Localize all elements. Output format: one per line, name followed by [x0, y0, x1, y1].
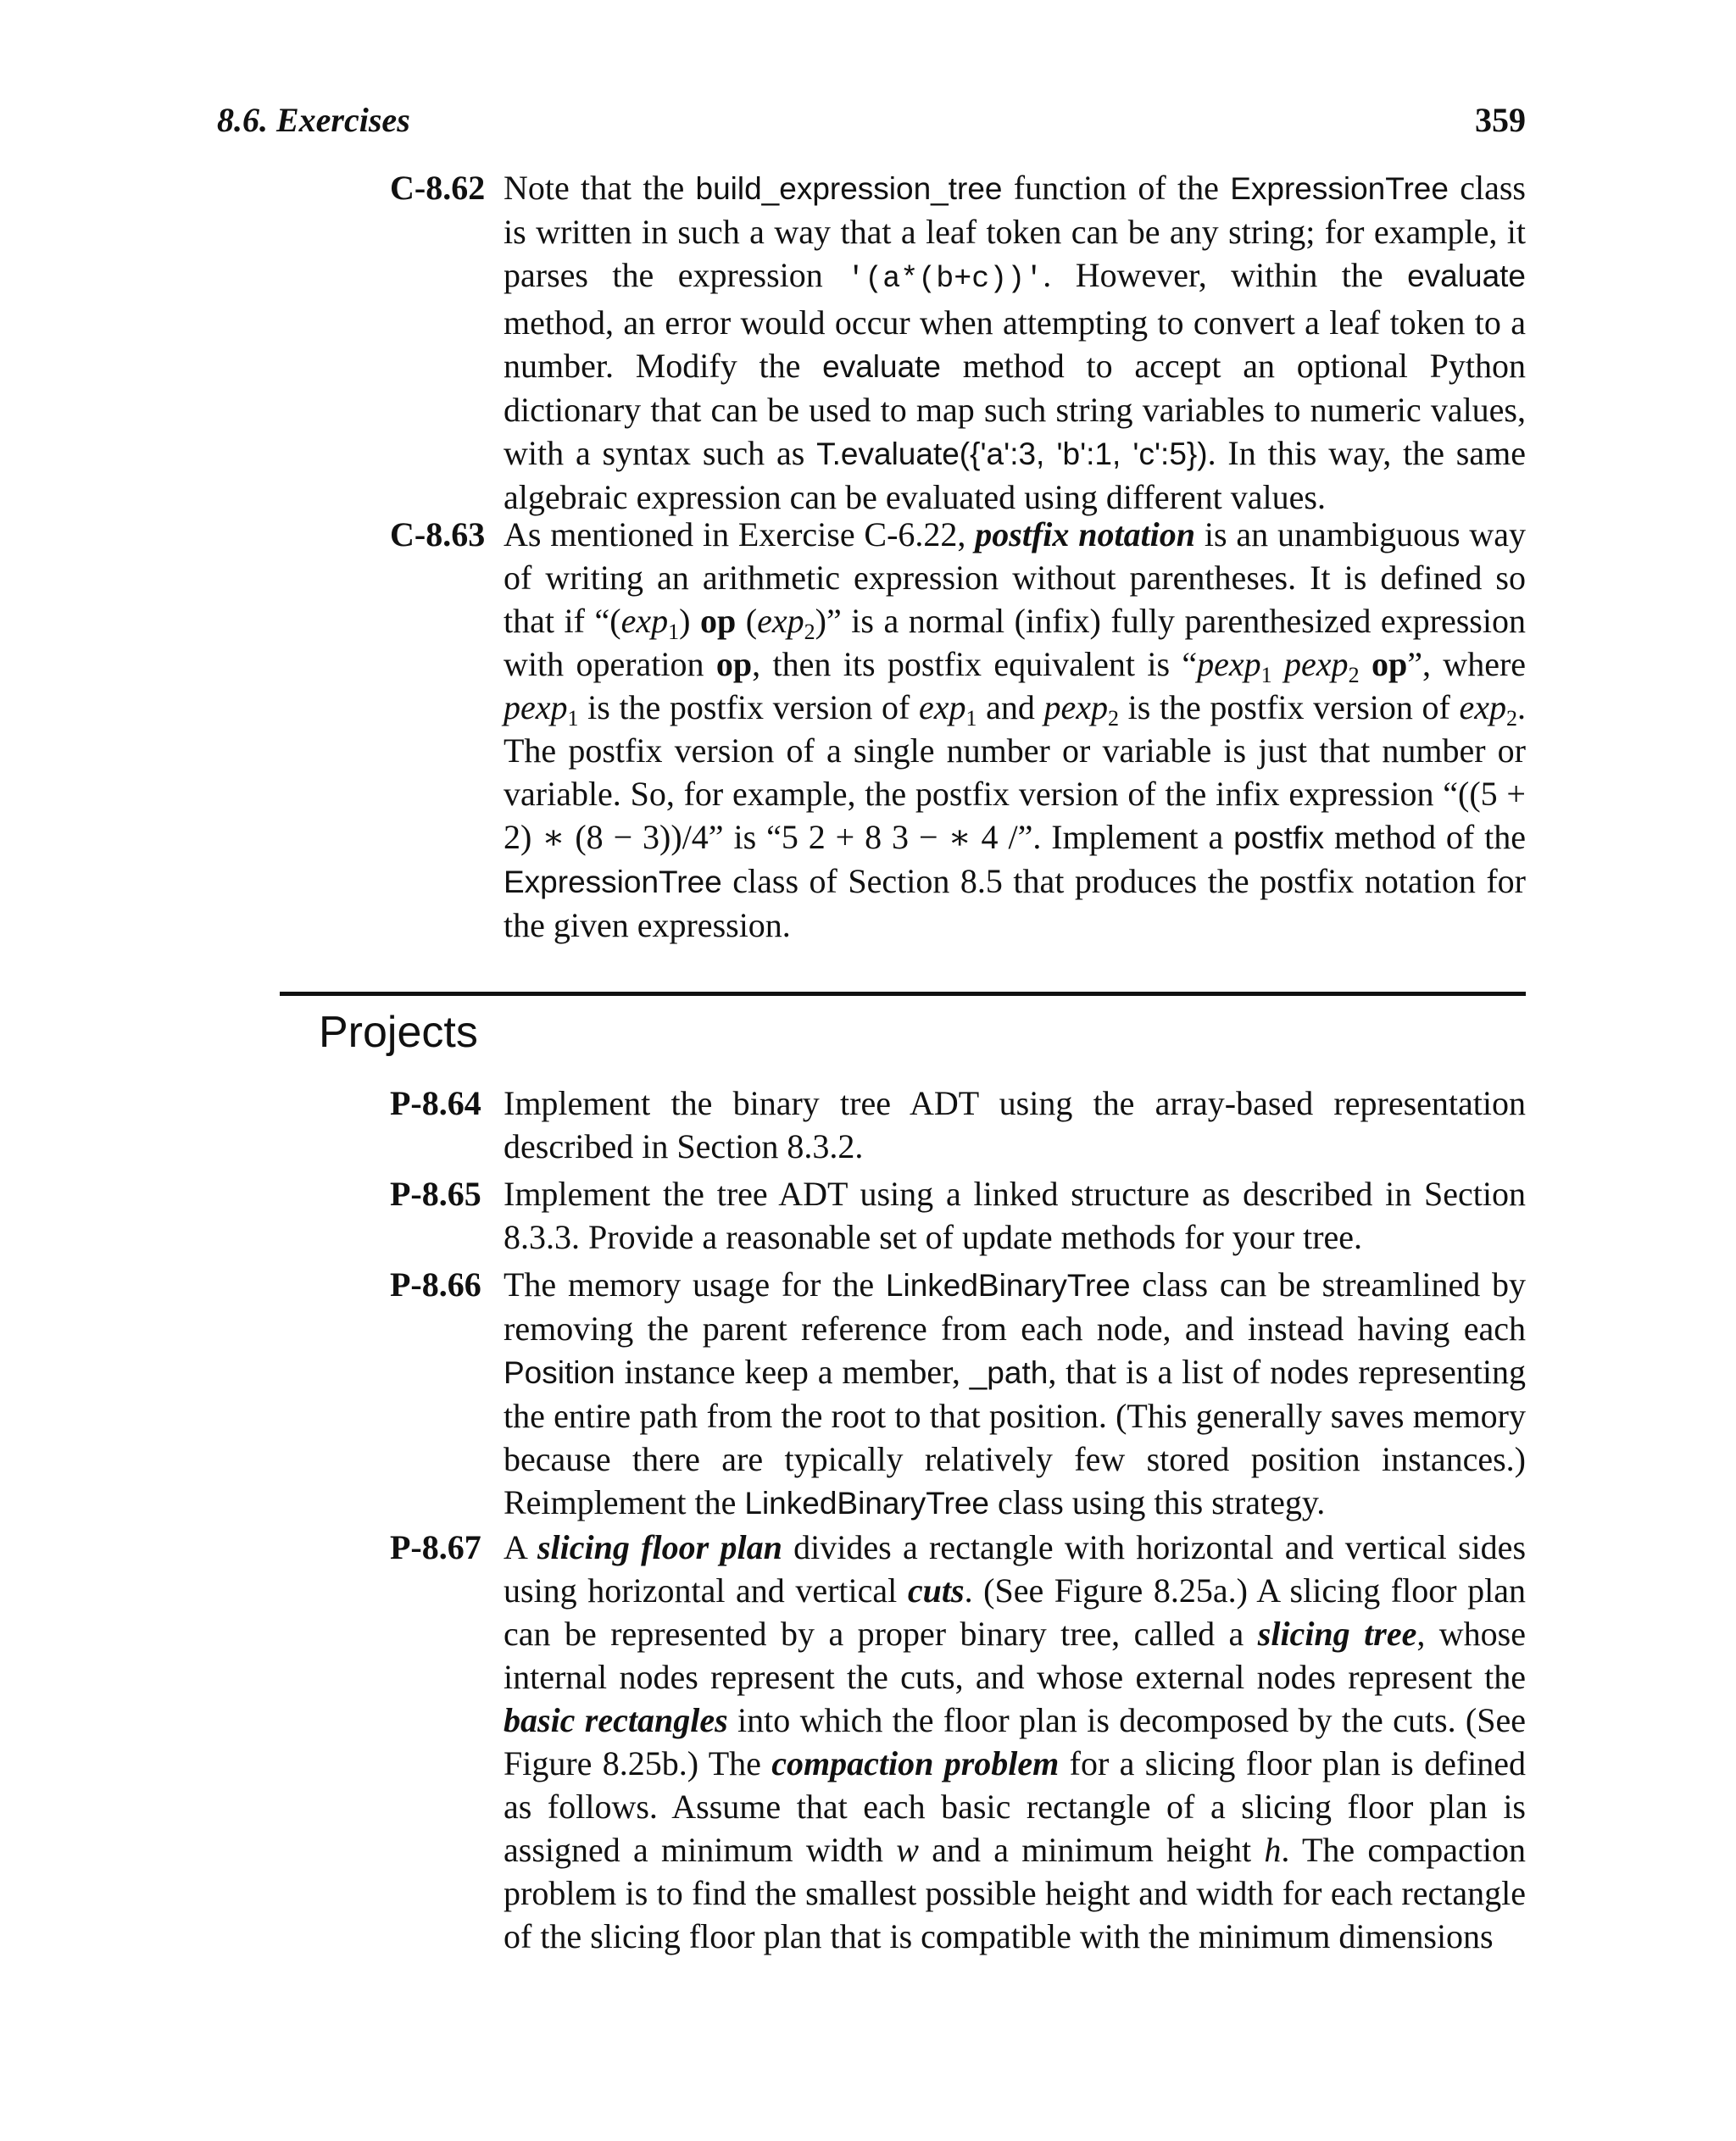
- page-number: 359: [1475, 101, 1526, 139]
- class-name: LinkedBinaryTree: [885, 1268, 1131, 1303]
- exercise-text: As mentioned in Exercise C-6.22, postfix notation is an unambiguous way of writing an arithmetic expression without parentheses. It is defined so that if “$(\exp_1)$ op $(\exp_2)$” is a normal (infix) fully parenthesized expression with operation op, then its postfix equivalent is “pexp$_1$ pexp$_2$ op”, where pexp$_1$ is the postfix version of $\exp_1$ and pexp$_2$ is the postfix version of $\exp_2$. The postfix version of a single number or variable is just that number or variable. So, for example, the postfix version of the infix expression “((5 + 2) ∗ (8 − 3))/4” is “5 2 + 8 3 − ∗ 4 /”. Implement a postfix method of the ExpressionTree class of Section 8.5 that produces the postfix notation for the given expression.: [504, 515, 1527, 944]
- exercise-number: P-8.66: [390, 1265, 481, 1304]
- exercise-number: P-8.64: [390, 1084, 481, 1122]
- running-header: [217, 100, 1526, 142]
- member-name: _path: [969, 1355, 1049, 1390]
- class-name: Position: [504, 1355, 615, 1390]
- exercise-number: P-8.67: [390, 1528, 481, 1566]
- method-name: postfix: [1233, 820, 1325, 855]
- defined-term: slicing floor plan: [537, 1528, 782, 1566]
- section-title: Projects: [319, 1008, 478, 1057]
- section-divider: [280, 992, 1526, 996]
- section-heading: 8.6. Exercises: [217, 101, 410, 139]
- method-name: evaluate: [1407, 259, 1526, 293]
- class-name: ExpressionTree: [1230, 171, 1449, 206]
- function-name: build_expression_tree: [695, 171, 1003, 206]
- code-example: T.evaluate({'a':3, 'b':1, 'c':5}): [816, 437, 1208, 471]
- class-name: ExpressionTree: [504, 865, 722, 899]
- code-literal: '(a*(b+c))': [847, 262, 1043, 296]
- exercise-text: The memory usage for the LinkedBinaryTree class can be streamlined by removing the parent reference from each node, and instead having each Position instance keep a member, _path, that is a list of nodes representing the entire path from the root to that position. (This generally saves memory because there are typically relatively few stored position instances.) Reimplement the LinkedBinaryTree class using this strategy.: [504, 1265, 1526, 1521]
- method-name: evaluate: [822, 349, 942, 384]
- defined-term: cuts: [907, 1571, 965, 1610]
- exercise-text: Note that the build_expression_tree function of the ExpressionTree class is written in such a way that a leaf token can be any string; for example, it parses the expression '(a*(b+c))'. However, within the evaluate method, an error would occur when attempting to convert a leaf token to a number. Modify the evaluate method to accept an optional Python dictionary that can be used to map such string variables to numeric values, with a syntax such as T.evaluate({'a':3, 'b':1, 'c':5}). In this way, the same algebraic expression can be evaluated using different values.: [504, 169, 1526, 516]
- defined-term: postfix notation: [975, 515, 1196, 553]
- exercise-number: C-8.63: [390, 515, 486, 553]
- exercise-text: Implement the binary tree ADT using the array-based representation described in Section 8.3.2.: [504, 1084, 1526, 1165]
- defined-term: compaction problem: [771, 1744, 1060, 1782]
- defined-term: slicing tree: [1257, 1615, 1417, 1653]
- class-name: LinkedBinaryTree: [744, 1486, 989, 1521]
- exercise-text: A slicing floor plan divides a rectangle with horizontal and vertical sides using horizontal and vertical cuts. (See Figure 8.25a.) A slicing floor plan can be represented by a proper binary tree, called a slicing tree, whose internal nodes represent the cuts, and whose external nodes represent the basic rectangles into which the floor plan is decomposed by the cuts. (See Figure 8.25b.) The compaction problem for a slicing floor plan is defined as follows. Assume that each basic rectangle of a slicing floor plan is assigned a minimum width w and a minimum height h. The compaction problem is to find the smallest possible height and width for each rectangle of the slicing floor plan that is compatible with the minimum dimensions: [504, 1528, 1527, 1955]
- exercise-number: P-8.65: [390, 1175, 481, 1213]
- exercise-number: C-8.62: [390, 169, 486, 207]
- defined-term: basic rectangles: [504, 1701, 728, 1739]
- exercise-text: Implement the tree ADT using a linked structure as described in Section 8.3.3. Provide a reasonable set of update methods for your tree.: [504, 1175, 1526, 1256]
